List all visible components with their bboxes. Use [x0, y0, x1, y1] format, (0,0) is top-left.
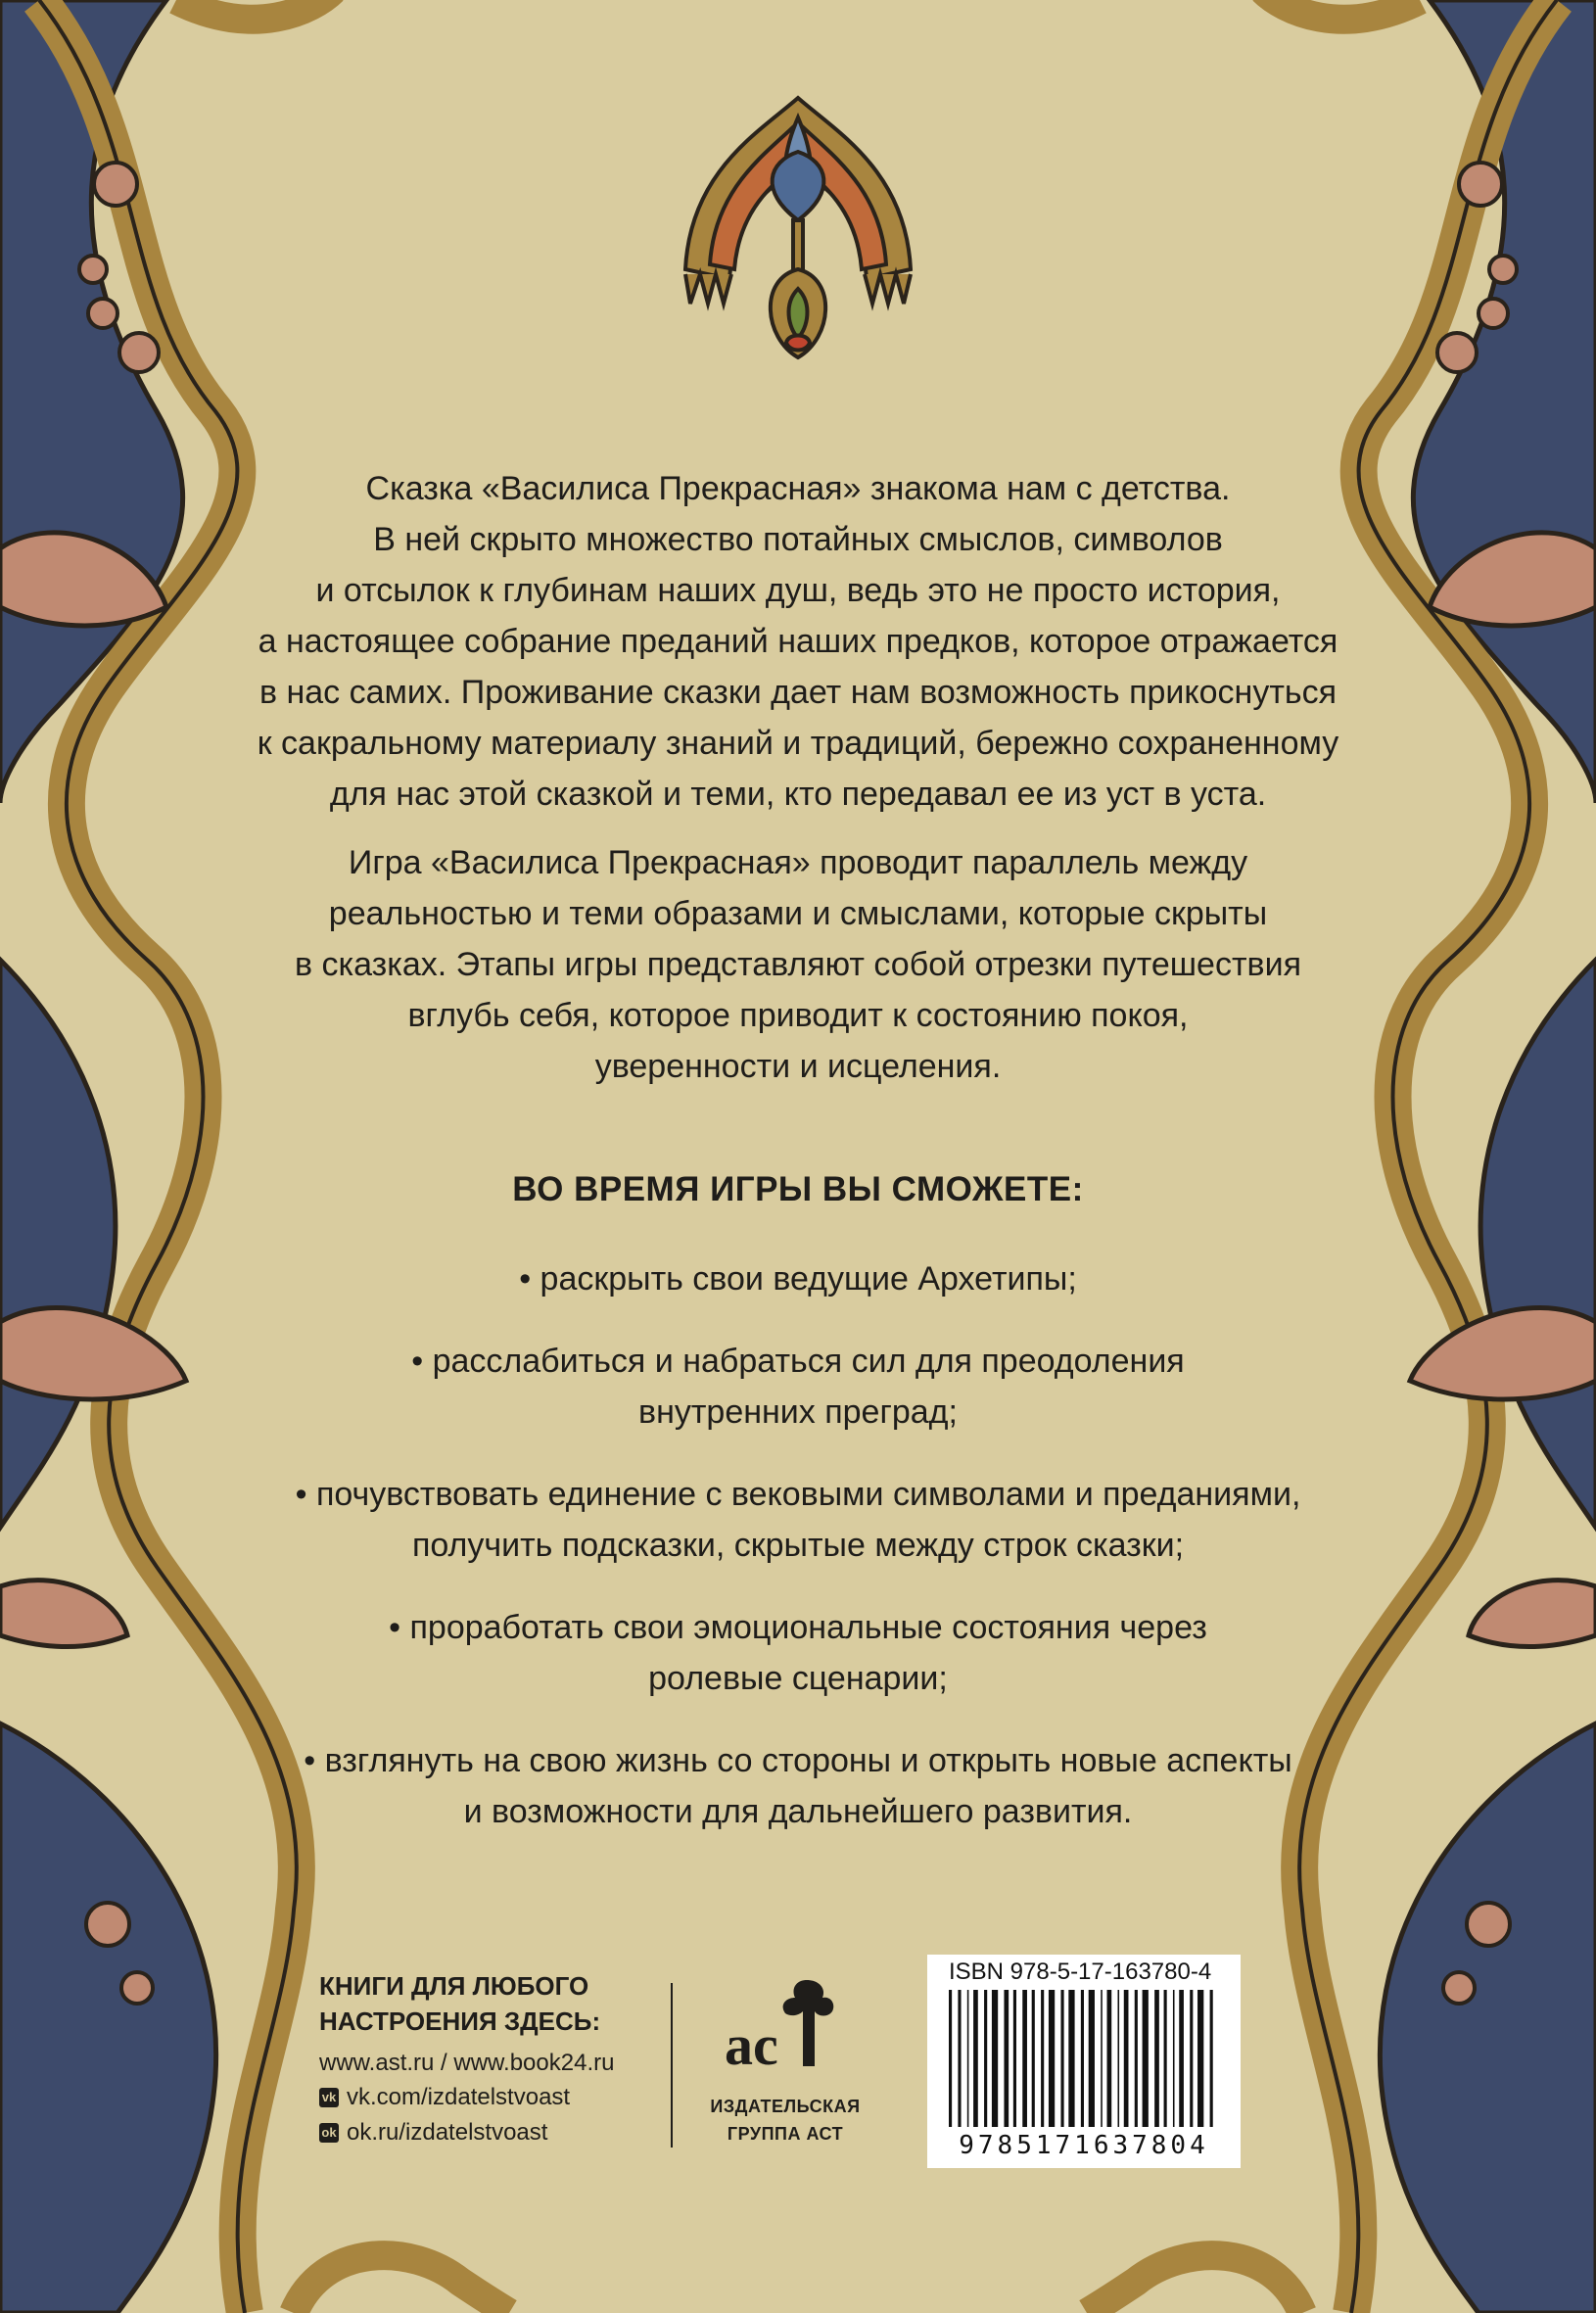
right-leaf-3 [1469, 1581, 1596, 1647]
publisher-links [319, 1968, 652, 2150]
links-title-2: НАСТРОЕНИЯ ЗДЕСЬ: [319, 2006, 601, 2036]
isbn-label: ISBN 978-5-17-163780-4 [949, 1959, 1212, 1985]
sites-link[interactable]: www.ast.ru / www.book24.ru [319, 2050, 615, 2076]
barcode-bar [1154, 1990, 1159, 2127]
isbn-barcode [927, 1955, 1241, 2168]
dot [1437, 333, 1477, 372]
section-heading: ВО ВРЕМЯ ИГРЫ ВЫ СМОЖЕТЕ: [512, 1170, 1084, 1208]
list-item-line: • проработать свои эмоциональные состояния через [389, 1609, 1207, 1646]
list-item [196, 1469, 1400, 1571]
list-item-line: • раскрыть свои ведущие Архетипы; [519, 1260, 1077, 1298]
dot [79, 256, 107, 283]
ok-link[interactable] [319, 2115, 652, 2150]
barcode-bar [1013, 1990, 1016, 2127]
dot [86, 1903, 129, 1946]
game-line: Игра «Василиса Прекрасная» проводит параллель между [348, 844, 1248, 881]
left-leaf-2 [0, 1307, 186, 1398]
game-line: в сказках. Этапы игры представляют собой отрезки путешествия [295, 946, 1301, 983]
list-item-line: • взглянуть на свою жизнь со стороны и открыть новые аспекты [304, 1742, 1292, 1779]
barcode-bar [1089, 1990, 1095, 2127]
list-item [196, 1602, 1400, 1704]
barcode-bar [1190, 1990, 1193, 2127]
list-item-line: получить подсказки, скрытые между строк сказки; [411, 1527, 1185, 1564]
right-panel-bottom [1380, 1723, 1596, 2313]
barcode-bar [984, 1990, 987, 2127]
barcode-bar [1022, 1990, 1027, 2127]
dot [119, 333, 159, 372]
barcode-bar [1081, 1990, 1084, 2127]
top-right-curl [1263, 0, 1420, 20]
top-left-curl [176, 0, 333, 20]
barcode-bar [967, 1990, 969, 2127]
list-item [196, 1336, 1400, 1438]
list-item-line: и возможности для дальнейшего развития. [463, 1793, 1133, 1830]
barcode-bar [1124, 1990, 1129, 2127]
vk-link-text[interactable]: vk.com/izdatelstvoast [347, 2084, 571, 2110]
barcode-bar [1101, 1990, 1103, 2127]
dot [1459, 163, 1502, 206]
barcode-bar [1118, 1990, 1120, 2127]
game-line: реальностью и теми образами и смыслами, которые скрыты [328, 895, 1268, 932]
right-leaf-2 [1410, 1307, 1596, 1398]
dot [121, 1972, 153, 2004]
ast-logo-icon [717, 1968, 854, 2086]
barcode-bar [958, 1990, 961, 2127]
left-leaf-3 [0, 1581, 127, 1647]
barcode-bar [1179, 1990, 1184, 2127]
footer-divider [671, 1983, 673, 2148]
logo-caption-2: ГРУППА АСТ [727, 2124, 844, 2144]
bottom-right-curl [1087, 2255, 1302, 2313]
list-item [196, 1735, 1400, 1837]
barcode-bar [949, 1990, 952, 2127]
ok-link-text[interactable]: ok.ru/izdatelstvoast [347, 2119, 548, 2146]
barcode-bar [1173, 1990, 1175, 2127]
intro-paragraph [196, 463, 1400, 820]
barcode-bar [1164, 1990, 1167, 2127]
barcode-bar [1004, 1990, 1009, 2127]
barcode-number: 9785171637804 [959, 2131, 1209, 2160]
kokoshnik-emblem-icon [651, 93, 945, 392]
intro-line: в нас самих. Проживание сказки дает нам возможность прикоснуться [258, 674, 1338, 711]
barcode-bar [1197, 1990, 1203, 2127]
barcode-bar [1135, 1990, 1138, 2127]
dot [1479, 299, 1508, 328]
barcode-bar [992, 1990, 998, 2127]
barcode-bar [973, 1990, 978, 2127]
list-item [196, 1253, 1400, 1304]
intro-line: а настоящее собрание преданий наших предков, которое отражается [258, 623, 1338, 660]
list-item-line: • расслабиться и набраться сил для преодоления [411, 1343, 1185, 1380]
dot [1489, 256, 1517, 283]
game-line: вглубь себя, которое приводит к состоянию покоя, [407, 997, 1189, 1034]
list-item-line: ролевые сценарии; [648, 1660, 948, 1697]
intro-line: В ней скрыто множество потайных смыслов, символов [373, 521, 1223, 558]
links-title-1: КНИГИ ДЛЯ ЛЮБОГО [319, 1971, 589, 2001]
intro-line: для нас этой сказкой и теми, кто передавал ее из уст в уста. [329, 776, 1267, 813]
barcode-bar [1107, 1990, 1112, 2127]
barcode-bar [1060, 1990, 1063, 2127]
vk-icon: vk [319, 2088, 339, 2107]
barcode-icon [949, 1990, 1219, 2127]
intro-line: и отсылок к глубинам наших душ, ведь это не просто история, [315, 572, 1281, 609]
dot [1443, 1972, 1475, 2004]
bottom-left-curl [294, 2255, 509, 2313]
ok-icon: ok [319, 2123, 339, 2143]
intro-line: Сказка «Василиса Прекрасная» знакома нам с детства. [365, 470, 1231, 507]
logo-caption-1: ИЗДАТЕЛЬСКАЯ [710, 2097, 861, 2116]
barcode-bar [1143, 1990, 1149, 2127]
game-paragraph [196, 837, 1400, 1092]
ast-logo-text: ас [725, 2013, 778, 2077]
ast-logo [697, 1968, 873, 2164]
barcode-bar [1210, 1990, 1213, 2127]
game-line: уверенности и исцеления. [594, 1048, 1002, 1085]
left-panel-bottom [0, 1723, 216, 2313]
dot [88, 299, 117, 328]
barcode-bar [1041, 1990, 1044, 2127]
barcode-bar [1032, 1990, 1035, 2127]
barcode-bar [1068, 1990, 1074, 2127]
dot [1467, 1903, 1510, 1946]
barcode-bar [1049, 1990, 1055, 2127]
dot [94, 163, 137, 206]
list-item-line: • почувствовать единение с вековыми символами и преданиями, [295, 1476, 1301, 1513]
list-item-line: внутренних преград; [638, 1393, 958, 1431]
vk-link[interactable] [319, 2080, 652, 2115]
bullet-list [196, 1253, 1400, 1868]
intro-line: к сакральному материалу знаний и традиций, бережно сохраненному [257, 725, 1339, 762]
